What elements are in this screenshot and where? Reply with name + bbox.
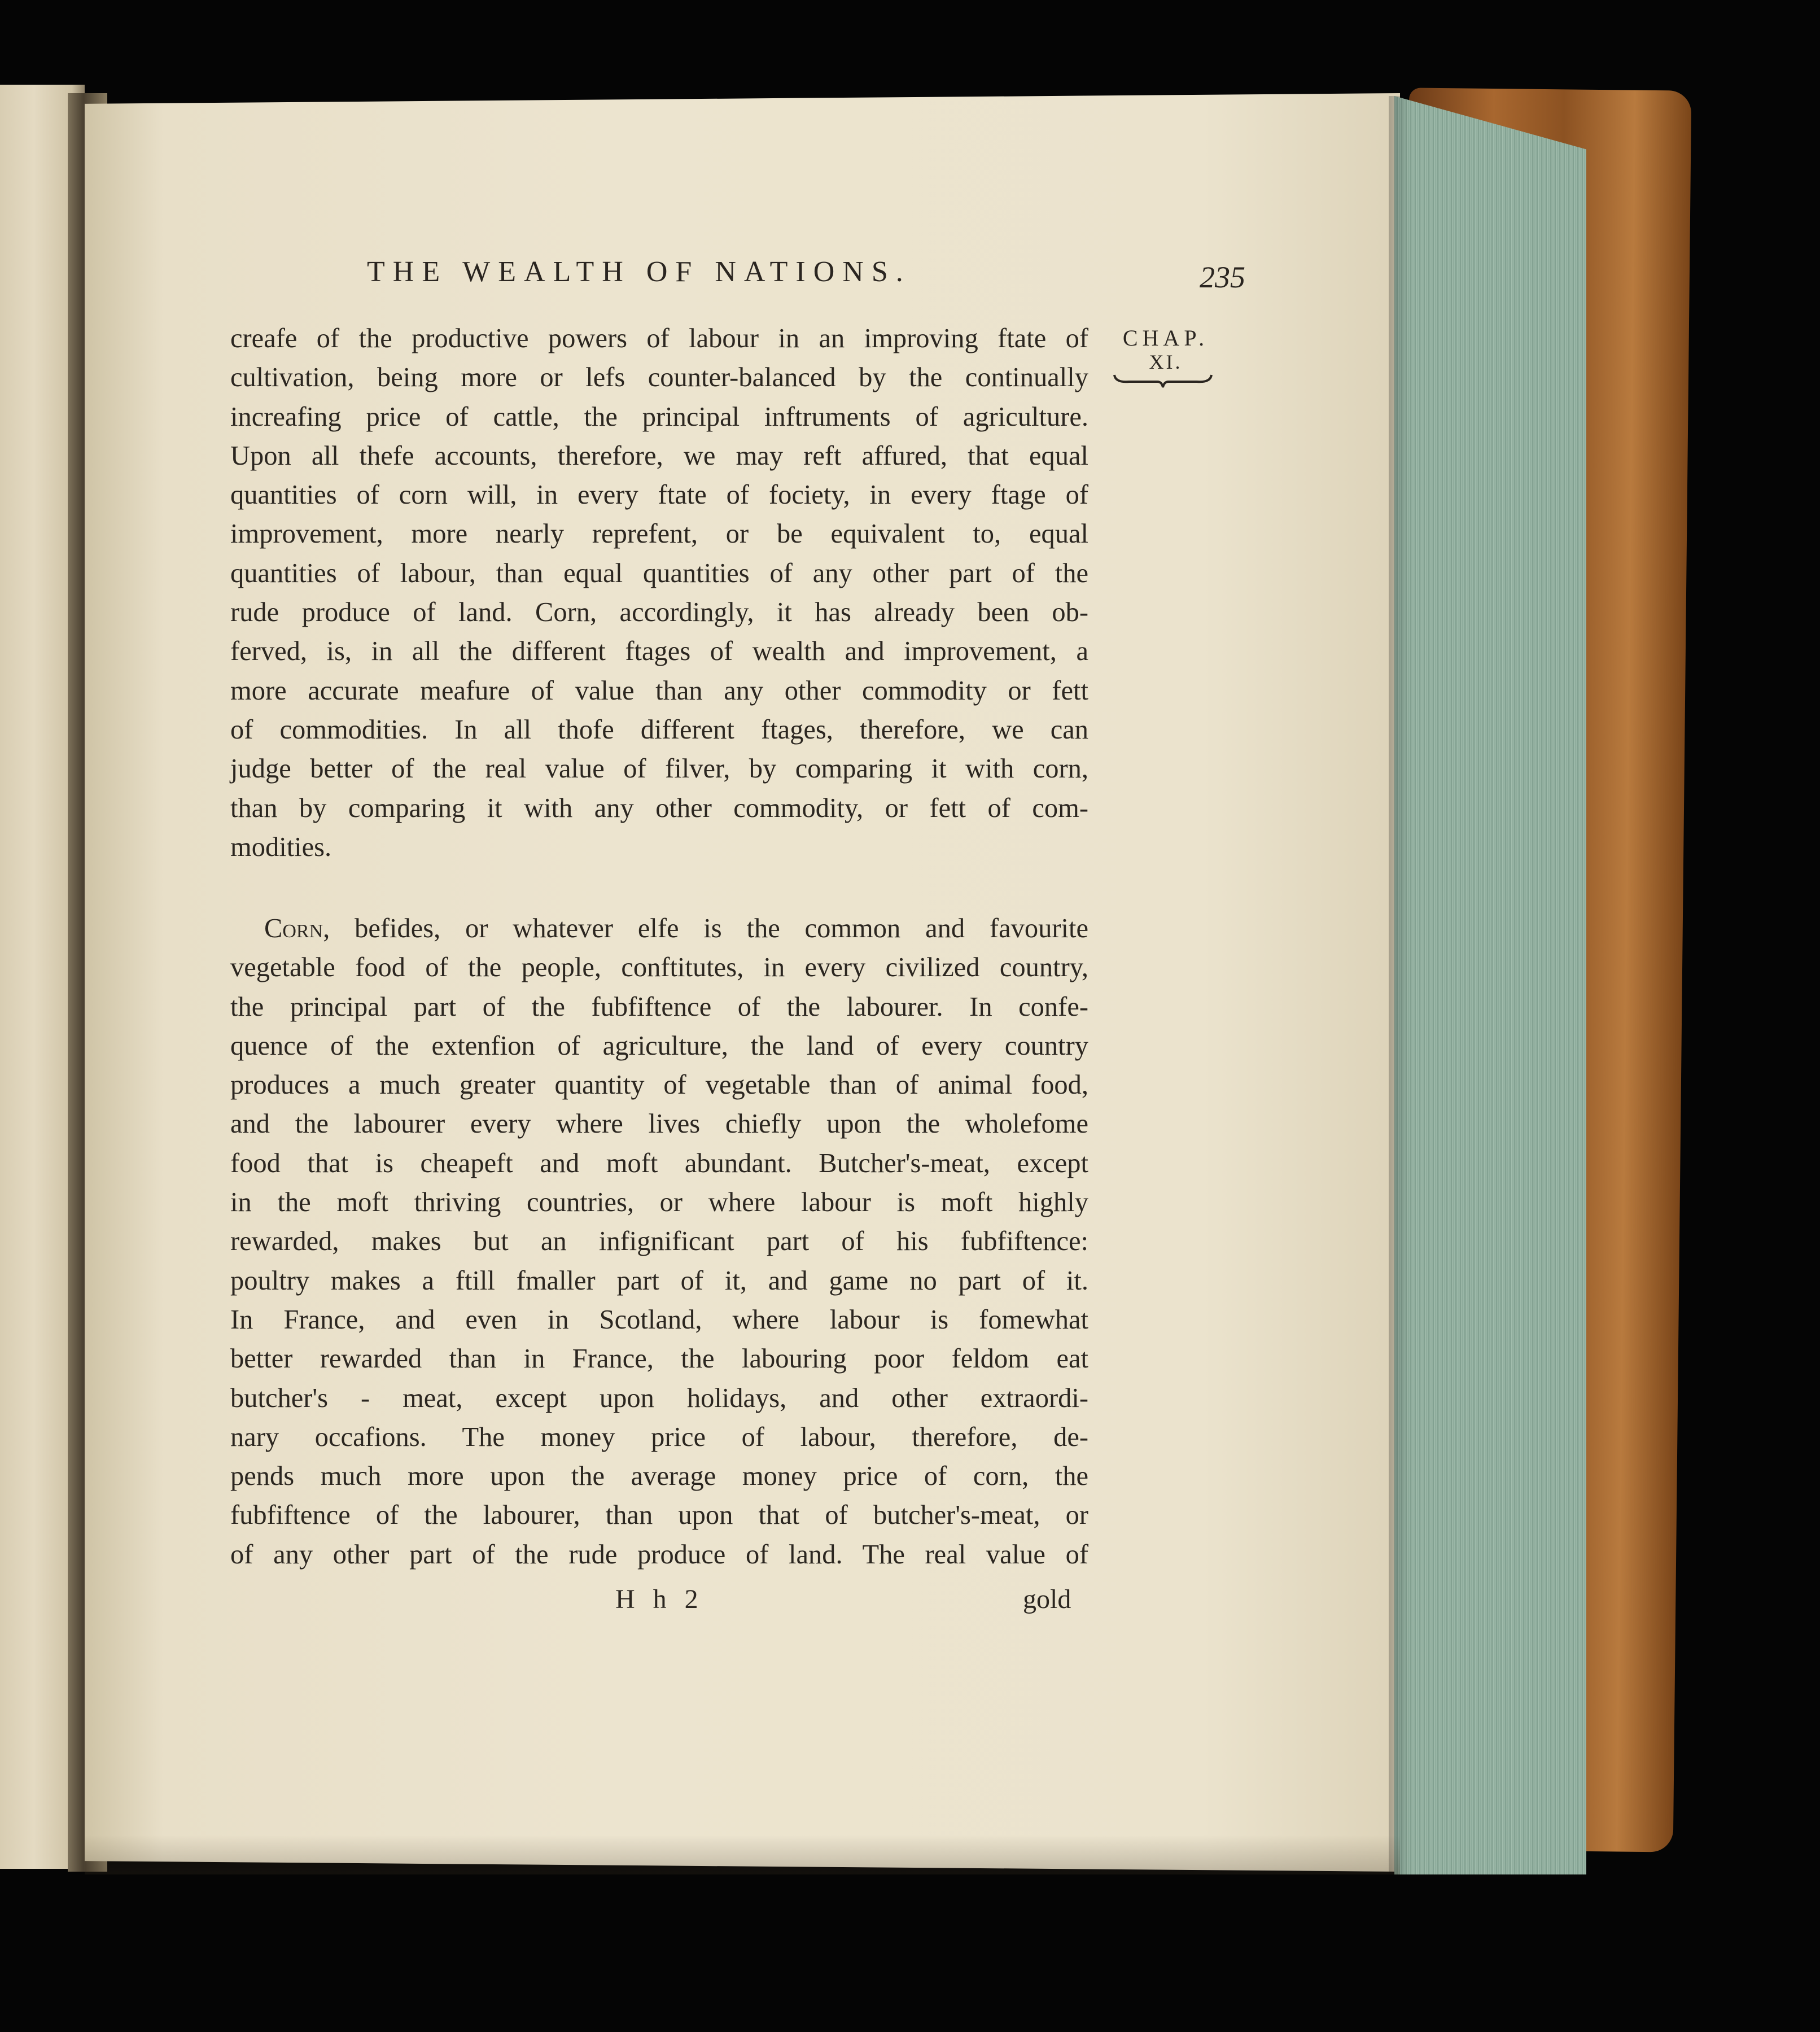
text-line: poultry makes a ftill fmaller part of it, and game no part of it. xyxy=(230,1265,1088,1296)
text-line xyxy=(230,909,1088,948)
text-line: and the labourer every where lives chiefly upon the wholefome xyxy=(230,1109,1088,1139)
text-line: quantities of corn will, in every ftate of fociety, in every ftage of xyxy=(230,480,1088,510)
margin-note-number: XI. xyxy=(1149,351,1183,373)
margin-note-label: CHAP. xyxy=(1122,325,1209,351)
page-block-edge xyxy=(1394,96,1586,1874)
text-line: rewarded, makes but an infignificant part of his fubfiftence: xyxy=(230,1226,1088,1257)
signature-mark: H h 2 xyxy=(615,1584,704,1614)
curly-brace-icon xyxy=(1112,372,1214,388)
margin-note xyxy=(1112,326,1219,374)
text-line: In France, and even in Scotland, where labour is fomewhat xyxy=(230,1304,1088,1335)
text-line: fubfiftence of the labourer, than upon that of butcher's-meat, or xyxy=(230,1500,1088,1531)
text-line: in the moft thriving countries, or where labour is moft highly xyxy=(230,1187,1088,1218)
text-line: butcher's - meat, except upon holidays, and other extraordi- xyxy=(230,1383,1088,1413)
text-line: food that is cheapeft and moft abundant. Butcher's-meat, except xyxy=(230,1148,1088,1178)
text-line: than by comparing it with any other commodity, or fett of com- xyxy=(230,793,1088,823)
text-line: modities. xyxy=(230,832,332,862)
text-line: of any other part of the rude produce of land. The real value of xyxy=(230,1539,1088,1570)
text-line: improvement, more nearly reprefent, or be equivalent to, equal xyxy=(230,519,1088,549)
text-line: increafing price of cattle, the principal inftruments of agriculture. xyxy=(230,401,1088,432)
first-line-rest: , befides, or whatever elfe is the common and favourite xyxy=(323,914,1088,943)
text-line: quantities of labour, than equal quantities of any other part of the xyxy=(230,558,1088,588)
text-line: better rewarded than in France, the labouring poor feldom eat xyxy=(230,1344,1088,1374)
text-line: Upon all thefe accounts, therefore, we may reft affured, that equal xyxy=(230,440,1088,471)
paragraph-1 xyxy=(230,319,1088,867)
text-line: nary occafions. The money price of labour, therefore, de- xyxy=(230,1422,1088,1452)
text-line: judge better of the real value of filver, by comparing it with corn, xyxy=(230,754,1088,784)
text-line: pends much more upon the average money price of corn, the xyxy=(230,1461,1088,1492)
page-bottom-shadow xyxy=(85,1835,1400,1874)
text-line: more accurate meafure of value than any other commodity or fett xyxy=(230,675,1088,706)
page-edge-shadow xyxy=(1389,96,1411,1874)
running-head: THE WEALTH OF NATIONS. xyxy=(367,256,911,288)
text-line: creafe of the productive powers of labour in an improving ftate of xyxy=(230,324,1088,353)
text-line: ferved, is, in all the different ftages of wealth and improvement, a xyxy=(230,636,1088,667)
text-line: rude produce of land. Corn, accordingly, it has already been ob- xyxy=(230,597,1088,628)
page-number: 235 xyxy=(1200,260,1245,294)
paragraph-2 xyxy=(230,909,1088,1574)
text-line: produces a much greater quantity of vegetable than of animal food, xyxy=(230,1070,1088,1100)
text-line: cultivation, being more or lefs counter-balanced by the continually xyxy=(230,362,1088,393)
text-line: quence of the extenfion of agriculture, the land of every country xyxy=(230,1030,1088,1061)
lead-word: Corn xyxy=(264,914,323,943)
catchword: gold xyxy=(1023,1584,1071,1614)
text-line: the principal part of the fubfiftence of the labourer. In confe- xyxy=(230,991,1088,1022)
text-line: vegetable food of the people, conftitutes, in every civilized country, xyxy=(230,952,1088,983)
text-line: of commodities. In all thofe different ftages, therefore, we can xyxy=(230,714,1088,745)
